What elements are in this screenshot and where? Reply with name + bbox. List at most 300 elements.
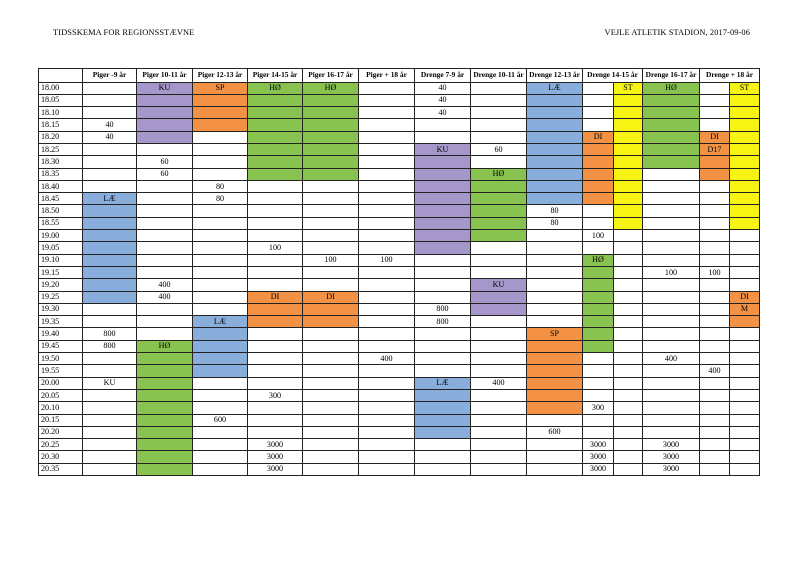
schedule-cell	[359, 340, 415, 352]
schedule-cell: 100	[643, 266, 700, 278]
schedule-cell	[583, 119, 614, 131]
schedule-cell	[471, 119, 527, 131]
table-row	[39, 439, 760, 451]
schedule-cell	[359, 377, 415, 389]
schedule-cell	[415, 340, 471, 352]
schedule-cell	[83, 439, 137, 451]
schedule-cell	[730, 340, 760, 352]
schedule-cell	[700, 180, 730, 192]
schedule-cell	[471, 389, 527, 401]
table-row	[39, 242, 760, 254]
schedule-cell	[730, 266, 760, 278]
schedule-cell	[415, 328, 471, 340]
schedule-cell	[359, 180, 415, 192]
schedule-cell	[83, 414, 137, 426]
schedule-cell	[583, 291, 614, 303]
schedule-cell	[415, 193, 471, 205]
time-cell: 20.25	[39, 439, 83, 451]
schedule-cell: SP	[527, 328, 583, 340]
table-row	[39, 340, 760, 352]
schedule-cell	[248, 254, 303, 266]
schedule-cell	[359, 205, 415, 217]
schedule-cell	[83, 168, 137, 180]
schedule-cell	[471, 402, 527, 414]
schedule-cell	[730, 254, 760, 266]
schedule-cell	[248, 279, 303, 291]
schedule-cell	[415, 156, 471, 168]
schedule-cell: 100	[303, 254, 359, 266]
schedule-cell	[303, 242, 359, 254]
schedule-cell	[248, 180, 303, 192]
schedule-cell	[359, 168, 415, 180]
schedule-cell	[700, 414, 730, 426]
schedule-cell: KU	[83, 377, 137, 389]
time-cell: 19.55	[39, 365, 83, 377]
schedule-cell: SP	[193, 82, 248, 94]
time-cell: 19.15	[39, 266, 83, 278]
schedule-cell	[83, 254, 137, 266]
schedule-cell	[83, 389, 137, 401]
schedule-cell	[700, 156, 730, 168]
schedule-cell: 3000	[583, 463, 614, 475]
schedule-cell	[730, 156, 760, 168]
time-cell: 20.30	[39, 451, 83, 463]
table-row	[39, 377, 760, 389]
schedule-cell	[614, 217, 643, 229]
time-cell: 18.15	[39, 119, 83, 131]
schedule-cell	[303, 389, 359, 401]
column-header: Drenge 16-17 år	[643, 69, 700, 83]
schedule-cell	[83, 316, 137, 328]
schedule-cell	[471, 242, 527, 254]
schedule-cell: 300	[583, 402, 614, 414]
time-cell: 18.20	[39, 131, 83, 143]
schedule-cell	[700, 463, 730, 475]
schedule-cell	[643, 291, 700, 303]
schedule-cell	[730, 279, 760, 291]
schedule-cell	[415, 353, 471, 365]
schedule-cell	[359, 107, 415, 119]
schedule-cell	[83, 242, 137, 254]
schedule-cell	[137, 316, 193, 328]
schedule-cell	[614, 180, 643, 192]
schedule-cell	[614, 316, 643, 328]
schedule-cell	[700, 402, 730, 414]
schedule-cell	[700, 107, 730, 119]
schedule-cell	[730, 389, 760, 401]
column-header: Drenge 12-13 år	[527, 69, 583, 83]
schedule-cell	[614, 463, 643, 475]
schedule-cell	[303, 377, 359, 389]
schedule-cell: 100	[359, 254, 415, 266]
schedule-cell: 3000	[248, 463, 303, 475]
schedule-cell	[583, 82, 614, 94]
schedule-cell	[700, 230, 730, 242]
schedule-cell	[471, 353, 527, 365]
schedule-cell	[730, 316, 760, 328]
schedule-body	[39, 82, 760, 476]
schedule-cell	[700, 94, 730, 106]
schedule-cell	[83, 303, 137, 315]
schedule-cell	[527, 131, 583, 143]
schedule-cell	[527, 266, 583, 278]
schedule-cell	[614, 291, 643, 303]
schedule-cell: 800	[415, 303, 471, 315]
schedule-cell	[583, 107, 614, 119]
schedule-cell	[583, 303, 614, 315]
schedule-cell	[303, 402, 359, 414]
schedule-cell	[359, 365, 415, 377]
schedule-cell	[583, 156, 614, 168]
time-column-header	[39, 69, 83, 83]
schedule-cell	[303, 193, 359, 205]
schedule-cell	[730, 168, 760, 180]
schedule-cell	[614, 426, 643, 438]
schedule-cell: 3000	[248, 451, 303, 463]
schedule-cell	[303, 156, 359, 168]
schedule-cell	[83, 82, 137, 94]
schedule-cell	[193, 94, 248, 106]
schedule-cell	[137, 107, 193, 119]
table-row	[39, 328, 760, 340]
schedule-cell	[137, 193, 193, 205]
schedule-cell	[248, 156, 303, 168]
schedule-cell	[527, 230, 583, 242]
schedule-cell	[193, 242, 248, 254]
schedule-cell	[527, 303, 583, 315]
schedule-cell: LÆ	[193, 316, 248, 328]
schedule-cell	[193, 340, 248, 352]
schedule-cell	[415, 451, 471, 463]
table-row	[39, 451, 760, 463]
schedule-cell	[730, 119, 760, 131]
schedule-cell	[248, 266, 303, 278]
schedule-cell	[248, 328, 303, 340]
schedule-cell	[359, 402, 415, 414]
schedule-cell	[643, 303, 700, 315]
schedule-cell	[83, 230, 137, 242]
schedule-cell: 3000	[643, 463, 700, 475]
schedule-cell: HØ	[303, 82, 359, 94]
schedule-cell	[359, 131, 415, 143]
schedule-cell	[359, 389, 415, 401]
schedule-cell	[248, 365, 303, 377]
schedule-cell	[700, 303, 730, 315]
schedule-cell: ST	[730, 82, 760, 94]
schedule-cell	[193, 168, 248, 180]
schedule-cell	[137, 266, 193, 278]
schedule-cell	[83, 94, 137, 106]
schedule-cell: DI	[700, 131, 730, 143]
schedule-cell: 100	[248, 242, 303, 254]
time-cell: 18.25	[39, 143, 83, 155]
schedule-cell: 600	[527, 426, 583, 438]
schedule-cell: 40	[83, 119, 137, 131]
schedule-cell: KU	[415, 143, 471, 155]
schedule-cell	[303, 353, 359, 365]
schedule-cell	[614, 439, 643, 451]
time-cell: 18.45	[39, 193, 83, 205]
schedule-cell	[643, 340, 700, 352]
schedule-cell	[471, 180, 527, 192]
schedule-cell	[527, 254, 583, 266]
schedule-cell	[248, 402, 303, 414]
schedule-cell	[614, 131, 643, 143]
schedule-cell: 600	[193, 414, 248, 426]
schedule-cell	[415, 291, 471, 303]
schedule-cell	[643, 119, 700, 131]
schedule-cell	[527, 156, 583, 168]
table-row	[39, 414, 760, 426]
schedule-cell	[359, 316, 415, 328]
schedule-cell	[83, 107, 137, 119]
schedule-cell	[730, 143, 760, 155]
schedule-cell	[193, 426, 248, 438]
schedule-cell	[248, 143, 303, 155]
schedule-cell	[137, 353, 193, 365]
schedule-cell	[527, 119, 583, 131]
schedule-cell	[614, 107, 643, 119]
schedule-cell	[303, 217, 359, 229]
schedule-cell	[303, 230, 359, 242]
schedule-cell	[527, 291, 583, 303]
column-header: Piger + 18 år	[359, 69, 415, 83]
schedule-cell	[415, 365, 471, 377]
time-cell: 19.10	[39, 254, 83, 266]
schedule-cell	[303, 439, 359, 451]
time-cell: 19.45	[39, 340, 83, 352]
schedule-cell	[359, 230, 415, 242]
schedule-cell	[248, 205, 303, 217]
schedule-cell	[359, 303, 415, 315]
schedule-cell	[643, 205, 700, 217]
schedule-cell: LÆ	[527, 82, 583, 94]
schedule-cell	[527, 389, 583, 401]
schedule-cell	[471, 94, 527, 106]
schedule-cell	[730, 107, 760, 119]
schedule-cell	[583, 414, 614, 426]
schedule-cell	[730, 230, 760, 242]
table-row	[39, 119, 760, 131]
schedule-cell	[730, 94, 760, 106]
schedule-cell	[643, 389, 700, 401]
time-cell: 20.00	[39, 377, 83, 389]
schedule-cell	[583, 168, 614, 180]
schedule-cell: HØ	[583, 254, 614, 266]
schedule-cell: 3000	[583, 451, 614, 463]
schedule-cell	[248, 193, 303, 205]
table-row	[39, 353, 760, 365]
schedule-cell	[471, 205, 527, 217]
column-header: Piger 10-11 år	[137, 69, 193, 83]
schedule-cell	[643, 230, 700, 242]
schedule-cell	[415, 180, 471, 192]
schedule-cell	[643, 316, 700, 328]
schedule-cell: 60	[137, 168, 193, 180]
table-row	[39, 217, 760, 229]
schedule-cell	[359, 426, 415, 438]
schedule-cell	[137, 180, 193, 192]
time-cell: 19.50	[39, 353, 83, 365]
document-title: TIDSSKEMA FOR REGIONSSTÆVNE	[53, 28, 195, 37]
schedule-cell	[527, 340, 583, 352]
schedule-cell	[137, 377, 193, 389]
schedule-cell	[359, 242, 415, 254]
schedule-cell	[248, 353, 303, 365]
schedule-cell	[614, 94, 643, 106]
schedule-cell	[415, 414, 471, 426]
table-row	[39, 205, 760, 217]
schedule-cell	[193, 143, 248, 155]
schedule-cell	[193, 303, 248, 315]
table-row	[39, 426, 760, 438]
schedule-cell	[643, 94, 700, 106]
schedule-cell	[193, 254, 248, 266]
schedule-cell	[303, 205, 359, 217]
schedule-cell	[700, 340, 730, 352]
schedule-cell	[359, 193, 415, 205]
schedule-cell	[83, 291, 137, 303]
schedule-cell	[730, 131, 760, 143]
schedule-cell	[527, 377, 583, 389]
schedule-cell	[614, 143, 643, 155]
schedule-cell	[193, 463, 248, 475]
schedule-cell	[415, 402, 471, 414]
schedule-cell: 800	[415, 316, 471, 328]
schedule-cell	[730, 217, 760, 229]
schedule-cell	[193, 131, 248, 143]
schedule-cell	[303, 143, 359, 155]
schedule-cell	[643, 107, 700, 119]
schedule-cell	[415, 205, 471, 217]
schedule-cell	[730, 365, 760, 377]
schedule-cell	[700, 439, 730, 451]
schedule-cell: 40	[83, 131, 137, 143]
schedule-cell	[471, 254, 527, 266]
schedule-cell	[614, 328, 643, 340]
schedule-cell	[700, 205, 730, 217]
schedule-cell	[700, 316, 730, 328]
schedule-cell	[583, 143, 614, 155]
schedule-cell: D17	[700, 143, 730, 155]
schedule-cell	[303, 328, 359, 340]
schedule-cell	[359, 279, 415, 291]
schedule-cell	[527, 353, 583, 365]
time-cell: 18.55	[39, 217, 83, 229]
schedule-cell	[137, 94, 193, 106]
schedule-cell	[614, 365, 643, 377]
schedule-cell	[614, 254, 643, 266]
schedule-cell	[248, 414, 303, 426]
column-header: Drenge 7-9 år	[415, 69, 471, 83]
schedule-cell	[83, 365, 137, 377]
schedule-cell	[527, 414, 583, 426]
schedule-cell	[471, 291, 527, 303]
column-header: Drenge 10-11 år	[471, 69, 527, 83]
schedule-cell: LÆ	[83, 193, 137, 205]
schedule-cell: 80	[193, 193, 248, 205]
schedule-cell	[137, 254, 193, 266]
schedule-cell	[527, 168, 583, 180]
schedule-cell	[583, 316, 614, 328]
schedule-cell	[248, 107, 303, 119]
table-row	[39, 463, 760, 475]
table-row	[39, 230, 760, 242]
schedule-cell	[643, 279, 700, 291]
table-row	[39, 279, 760, 291]
schedule-cell	[83, 143, 137, 155]
time-cell: 20.20	[39, 426, 83, 438]
schedule-cell	[193, 328, 248, 340]
schedule-cell	[700, 389, 730, 401]
schedule-cell	[137, 119, 193, 131]
time-cell: 18.05	[39, 94, 83, 106]
table-row	[39, 266, 760, 278]
schedule-cell: KU	[471, 279, 527, 291]
schedule-cell	[643, 254, 700, 266]
column-header: Piger -9 år	[83, 69, 137, 83]
schedule-cell: HØ	[248, 82, 303, 94]
schedule-cell	[643, 131, 700, 143]
schedule-cell	[643, 242, 700, 254]
time-cell: 19.20	[39, 279, 83, 291]
schedule-cell	[359, 266, 415, 278]
schedule-cell	[527, 402, 583, 414]
schedule-cell	[614, 266, 643, 278]
schedule-cell	[193, 279, 248, 291]
schedule-cell	[583, 94, 614, 106]
schedule-cell: 80	[193, 180, 248, 192]
schedule-cell	[527, 94, 583, 106]
schedule-cell	[359, 291, 415, 303]
schedule-cell	[303, 168, 359, 180]
schedule-cell	[583, 279, 614, 291]
schedule-cell	[700, 168, 730, 180]
schedule-cell: 100	[700, 266, 730, 278]
schedule-cell	[415, 242, 471, 254]
schedule-cell	[415, 168, 471, 180]
schedule-cell	[643, 365, 700, 377]
schedule-cell	[471, 439, 527, 451]
time-cell: 19.00	[39, 230, 83, 242]
schedule-cell	[193, 451, 248, 463]
schedule-cell	[471, 107, 527, 119]
schedule-cell	[359, 463, 415, 475]
schedule-cell	[527, 180, 583, 192]
schedule-cell	[730, 426, 760, 438]
schedule-cell	[583, 205, 614, 217]
table-row	[39, 402, 760, 414]
time-cell: 19.40	[39, 328, 83, 340]
schedule-cell	[83, 180, 137, 192]
schedule-cell	[415, 254, 471, 266]
schedule-cell	[700, 279, 730, 291]
schedule-cell	[415, 426, 471, 438]
schedule-cell	[700, 82, 730, 94]
time-cell: 18.40	[39, 180, 83, 192]
schedule-cell	[471, 426, 527, 438]
schedule-cell	[359, 156, 415, 168]
schedule-cell	[527, 107, 583, 119]
table-row	[39, 254, 760, 266]
schedule-cell	[83, 402, 137, 414]
table-row	[39, 180, 760, 192]
column-header: Piger 12-13 år	[193, 69, 248, 83]
schedule-cell	[137, 389, 193, 401]
schedule-cell	[583, 353, 614, 365]
schedule-cell: 40	[415, 107, 471, 119]
schedule-cell	[137, 205, 193, 217]
